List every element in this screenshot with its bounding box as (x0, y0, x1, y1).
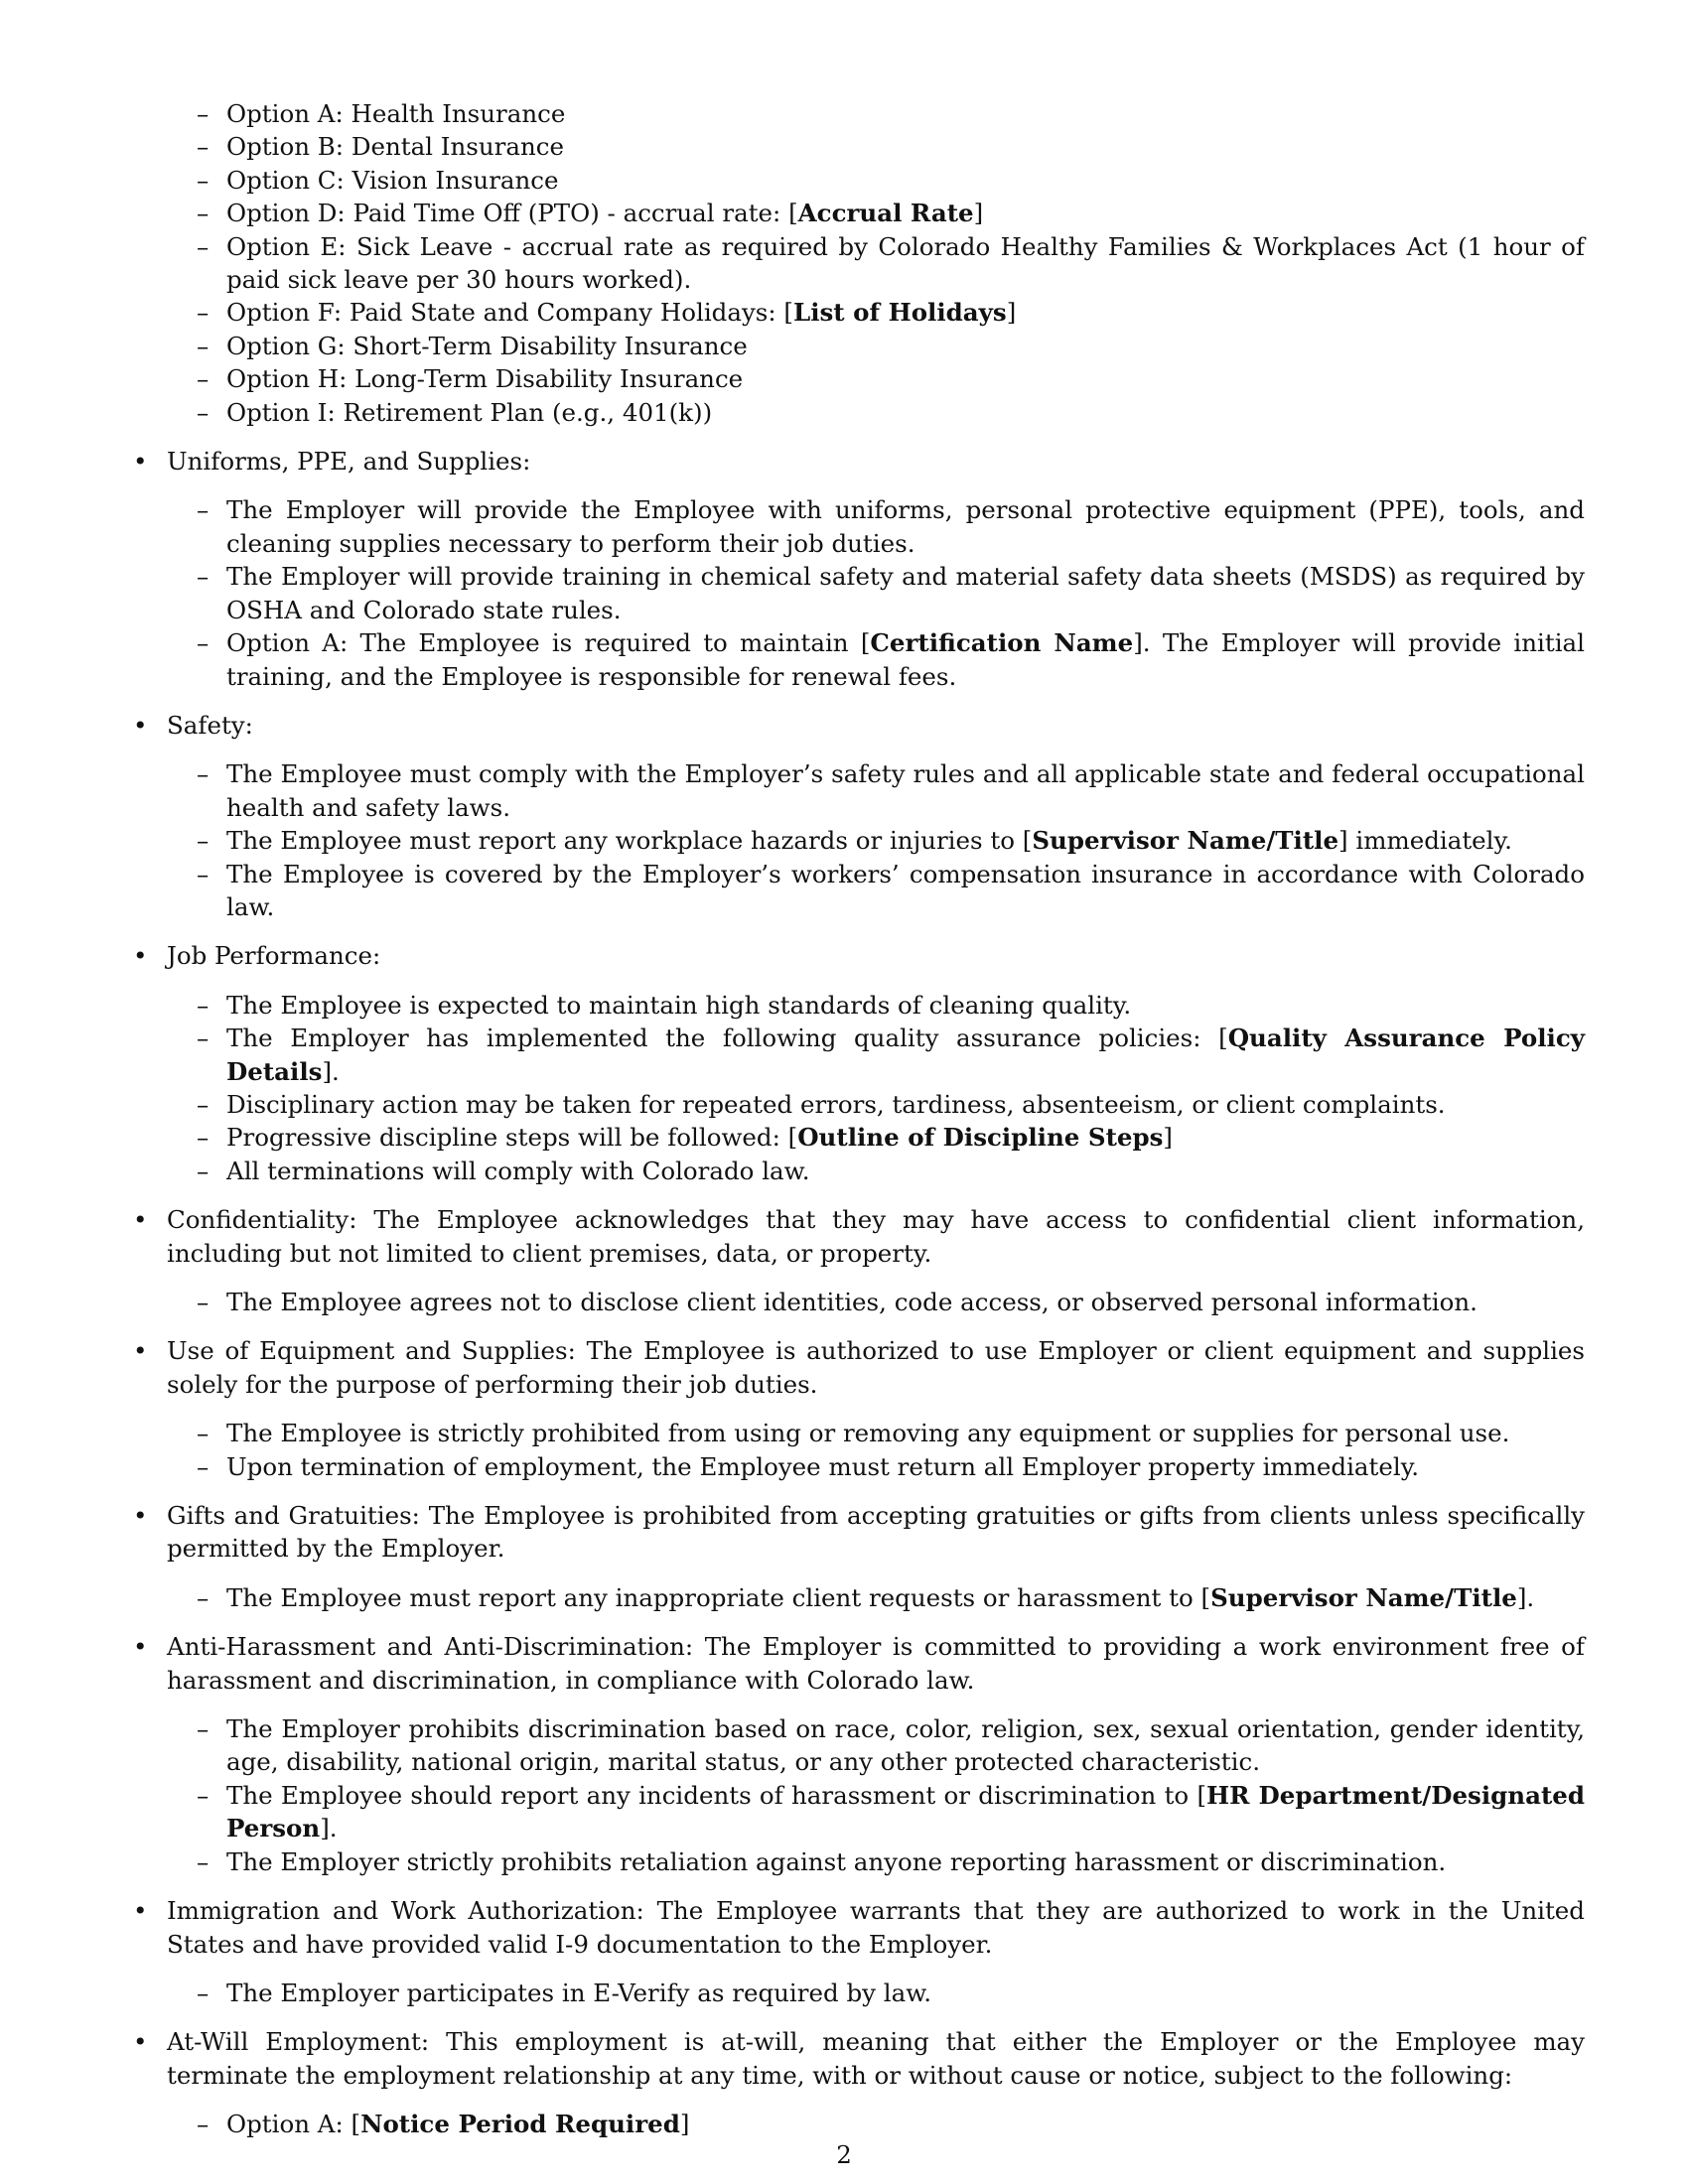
section-sub-list (167, 1581, 1585, 1614)
section-heading: Confidentiality: The Employee acknowledges that they may have access to confidential client information, including but not limited to client premises, data, or property. (167, 1205, 1585, 1268)
benefit-option-item (133, 130, 1585, 163)
item-text: The Employee is strictly prohibited from using or removing any equipment or supplies for personal use. (226, 1419, 1510, 1448)
placeholder-field: Outline of Discipline Steps (797, 1123, 1164, 1153)
section-sub-item (167, 1155, 1585, 1187)
benefit-option-item (133, 362, 1585, 395)
section-sub-item (167, 1121, 1585, 1154)
section-heading: Uniforms, PPE, and Supplies: (167, 447, 531, 477)
section-item (133, 1630, 1585, 1878)
item-text-after: ]. (1516, 1582, 1535, 1612)
section-sub-item (167, 1417, 1585, 1449)
item-text: The Employee must report any workplace hazards or injuries to [ (226, 826, 1033, 856)
section-sub-list (167, 2108, 1585, 2140)
item-text: Option B: Dental Insurance (226, 132, 564, 162)
item-text: Option A: Health Insurance (226, 99, 566, 128)
section-heading: Safety: (167, 710, 253, 740)
section-sub-item (167, 1022, 1585, 1088)
item-text: Option F: Paid State and Company Holidays: [ (226, 298, 793, 328)
section-sub-list (167, 1712, 1585, 1878)
item-text: The Employee must comply with the Employer’s safety rules and all applicable state and federal occupational health and safety laws. (226, 759, 1585, 822)
section-item (133, 709, 1585, 923)
benefit-option-item (133, 330, 1585, 362)
benefit-option-item (133, 164, 1585, 197)
section-heading: Immigration and Work Authorization: The Employee warrants that they are authorized to work in the United States and have provided valid I-9 documentation to the Employer. (167, 1896, 1585, 1959)
section-sub-item (167, 1779, 1585, 1845)
section-sub-item (167, 1286, 1585, 1318)
item-text: The Employee agrees not to disclose client identities, code access, or observed personal information. (226, 1288, 1477, 1316)
item-text: Option C: Vision Insurance (226, 165, 559, 195)
item-text-after: ] (679, 2110, 690, 2139)
item-text: Option G: Short-Term Disability Insurance (226, 331, 748, 360)
item-text: Option A: [ (226, 2110, 361, 2139)
section-sub-item (167, 1581, 1585, 1614)
placeholder-field: Certification Name (870, 628, 1134, 658)
item-text: The Employee is covered by the Employer’s workers’ compensation insurance in accordance with Colorado law. (226, 859, 1585, 921)
placeholder-field: Quality Assurance Policy Details (226, 1024, 1586, 1086)
item-text: Progressive discipline steps will be followed: [ (226, 1123, 798, 1153)
section-heading: Anti-Harassment and Anti-Discrimination: The Employer is committed to providing a work environment free of harassment and discrimination, in compliance with Colorado law. (167, 1632, 1585, 1695)
section-sub-item (167, 858, 1585, 924)
section-sub-item (167, 493, 1585, 560)
item-text: Option A: The Employee is required to maintain [ (226, 628, 871, 658)
item-text: The Employer will provide training in chemical safety and material safety data sheets (MSDS) as required by OSHA and Colorado state rules. (226, 562, 1585, 624)
item-text: Upon termination of employment, the Employee must return all Employer property immediately. (226, 1451, 1420, 1481)
item-text-after: ]. The Employer will provide initial training, and the Employee is responsible for renewal fees. (226, 628, 1586, 691)
item-text: The Employer will provide the Employee with uniforms, personal protective equipment (PPE), tools, and cleaning supplies necessary to perform their job duties. (226, 495, 1585, 558)
benefit-option-item (133, 396, 1585, 429)
item-text: Option E: Sick Leave - accrual rate as required by Colorado Healthy Families & Workplaces Act (1 hour of paid sick leave per 30 hours worked). (226, 231, 1585, 295)
item-text: Option I: Retirement Plan (e.g., 401(k)) (226, 397, 713, 427)
item-text: Disciplinary action may be taken for repeated errors, tardiness, absenteeism, or client complaints. (226, 1089, 1446, 1119)
item-text-after: ] (1163, 1123, 1173, 1153)
benefit-option-item (133, 197, 1585, 229)
page-content (133, 97, 1585, 2157)
section-item (133, 1499, 1585, 1614)
section-sub-item (167, 560, 1585, 626)
benefit-option-item (133, 230, 1585, 297)
item-text: The Employer participates in E-Verify as required by law. (226, 1978, 932, 2007)
item-text: Option H: Long-Term Disability Insurance (226, 364, 744, 394)
item-text: The Employee must report any inappropriate client requests or harassment to [ (226, 1582, 1211, 1612)
section-sub-list (167, 1417, 1585, 1483)
item-text-after: ] (1006, 298, 1017, 328)
placeholder-field: Accrual Rate (797, 199, 974, 228)
section-sub-list (167, 1977, 1585, 2009)
item-text-after: ]. (322, 1056, 340, 1086)
item-text: The Employee is expected to maintain high standards of cleaning quality. (226, 990, 1132, 1020)
section-sub-item (167, 1450, 1585, 1483)
benefit-option-item (133, 97, 1585, 130)
section-item (133, 939, 1585, 1187)
section-sub-list (167, 493, 1585, 692)
benefit-options-list (133, 97, 1585, 429)
section-sub-item (167, 1977, 1585, 2009)
section-sub-item (167, 2108, 1585, 2140)
sections-list (133, 445, 1585, 2140)
section-sub-item (167, 1712, 1585, 1779)
item-text: The Employer strictly prohibits retaliation against anyone reporting harassment or discrimination. (226, 1846, 1447, 1876)
item-text: The Employer has implemented the following quality assurance policies: [ (226, 1024, 1228, 1053)
section-item (133, 1894, 1585, 2009)
section-item (133, 1334, 1585, 1483)
item-text: Option D: Paid Time Off (PTO) - accrual rate: [ (226, 199, 798, 228)
section-sub-item (167, 626, 1585, 693)
item-text-after: ] immediately. (1338, 826, 1512, 856)
section-sub-item (167, 824, 1585, 857)
section-heading: Use of Equipment and Supplies: The Employee is authorized to use Employer or client equipment and supplies solely for the purpose of performing their job duties. (167, 1336, 1585, 1399)
item-text: The Employer prohibits discrimination based on race, color, religion, sex, sexual orientation, gender identity, age, disability, national origin, marital status, or any other protected characteristic. (226, 1714, 1585, 1777)
placeholder-field: Supervisor Name/Title (1032, 826, 1339, 856)
placeholder-field: List of Holidays (792, 298, 1007, 328)
section-sub-item (167, 757, 1585, 824)
item-text: All terminations will comply with Colorado law. (226, 1156, 810, 1185)
benefit-option-item (133, 296, 1585, 329)
section-item (133, 2025, 1585, 2140)
section-sub-list (167, 757, 1585, 923)
placeholder-field: Supervisor Name/Title (1210, 1582, 1517, 1612)
section-heading: Job Performance: (167, 941, 381, 971)
item-text-after: ]. (320, 1814, 338, 1843)
section-sub-list (167, 1286, 1585, 1318)
section-sub-item (167, 1088, 1585, 1121)
section-sub-item (167, 1845, 1585, 1878)
section-heading: At-Will Employment: This employment is at-will, meaning that either the Employer or the Employee may terminate the employment relationship at any time, with or without cause or notice, subject to the following: (167, 2027, 1585, 2090)
section-heading: Gifts and Gratuities: The Employee is prohibited from accepting gratuities or gifts from clients unless specifically permitted by the Employer. (167, 1501, 1585, 1564)
section-sub-list (167, 989, 1585, 1187)
item-text: The Employee should report any incidents of harassment or discrimination to [ (226, 1780, 1207, 1810)
placeholder-field: Notice Period Required (360, 2110, 680, 2139)
placeholder-field: HR Department/Designated Person (226, 1780, 1585, 1843)
page-number: 2 (836, 2140, 852, 2169)
section-sub-item (167, 989, 1585, 1022)
item-text-after: ] (973, 199, 984, 228)
section-item (133, 445, 1585, 693)
section-item (133, 1203, 1585, 1318)
